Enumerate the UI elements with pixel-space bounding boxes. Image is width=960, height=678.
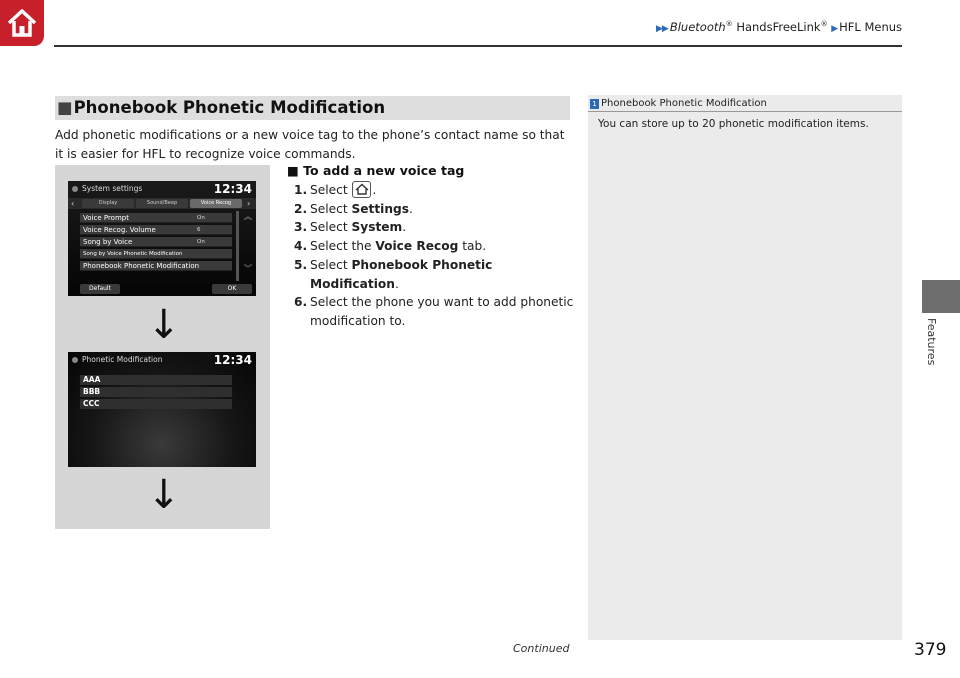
step-2: [294, 200, 574, 219]
step-number: 3.: [294, 220, 308, 235]
step-text: Select: [310, 201, 352, 216]
setting-label: Voice Prompt: [83, 214, 129, 222]
procedure-heading-text: To add a new voice tag: [303, 163, 465, 178]
contact-row: CCC: [80, 399, 232, 409]
step-text: Select the: [310, 239, 376, 254]
breadcrumb-arrow-icon: ▶▶: [656, 24, 668, 34]
step-text: Select the phone you want to add phonetic modification to.: [310, 295, 574, 328]
step-number: 2.: [294, 201, 308, 216]
procedure-steps: [294, 181, 574, 331]
intro-paragraph: Add phonetic modifications or a new voice tag to the phone’s contact name so that it is easier for HFL to recognize voice commands.: [55, 128, 565, 161]
continued-label: Continued: [513, 642, 570, 655]
breadcrumb-arrow-icon: ▶: [831, 24, 838, 34]
screen-clock: 12:34: [213, 182, 252, 196]
section-title: [55, 96, 570, 120]
system-settings-screen: [68, 181, 256, 296]
setting-row: [80, 237, 232, 247]
menu-dot-icon: [72, 357, 78, 363]
step-number: 1.: [294, 183, 308, 197]
note-reference-icon: 1: [590, 99, 599, 109]
tab-sound-beep: Sound/Beep: [136, 199, 188, 208]
chevron-right-icon: ›: [247, 199, 251, 208]
procedure-heading: [287, 163, 464, 178]
step-bold-text: Phonebook Phonetic Modification: [310, 257, 493, 291]
note-title: Phonebook Phonetic Modification: [601, 98, 767, 109]
section-tab-marker: [922, 280, 960, 313]
step-text: .: [394, 276, 399, 291]
step-text: Select: [310, 183, 352, 197]
house-icon: [5, 6, 39, 40]
ok-button: OK: [212, 284, 252, 294]
step-bold-text: Voice Recog: [375, 239, 459, 254]
screen-title: [72, 355, 162, 364]
page-number: 379: [914, 640, 947, 660]
step-5: [294, 256, 574, 293]
default-button: Default: [80, 284, 120, 294]
breadcrumb: [656, 20, 902, 34]
home-logo: [0, 0, 44, 46]
step-text: .: [409, 201, 413, 216]
section-title-text: Phonebook Phonetic Modification: [73, 98, 386, 117]
step-number: 6.: [294, 295, 308, 310]
contact-row: BBB: [80, 387, 232, 397]
header-divider: [54, 45, 902, 47]
breadcrumb-item-menus: HFL Menus: [839, 20, 903, 34]
step-text: .: [372, 183, 377, 197]
screen-title-text: Phonetic Modification: [82, 355, 163, 364]
home-button-icon: [352, 181, 371, 198]
setting-value: On: [197, 239, 205, 245]
setting-label: Song by Voice: [83, 238, 133, 246]
step-number: 5.: [294, 257, 308, 272]
arrow-down-icon: ↓: [147, 472, 181, 518]
step-text: tab.: [458, 239, 487, 254]
screen-clock: 12:34: [213, 353, 252, 367]
square-bullet-icon: ■: [57, 98, 73, 117]
square-bullet-icon: ■: [287, 163, 299, 178]
setting-label: Song by Voice Phonetic Modification: [83, 251, 183, 257]
step-text: Select: [310, 220, 352, 235]
scroll-down-icon: ︾: [244, 264, 252, 273]
setting-row: [80, 225, 232, 235]
step-3: [294, 218, 574, 237]
setting-row: [80, 261, 232, 271]
step-1: [294, 181, 574, 200]
step-6: [294, 293, 574, 330]
setting-label: Voice Recog. Volume: [83, 226, 156, 234]
chevron-left-icon: ‹: [71, 199, 75, 208]
screen-tab-bar: [68, 198, 256, 209]
note-text: You can store up to 20 phonetic modification items.: [598, 118, 869, 130]
registered-mark: ®: [820, 20, 828, 29]
step-bold-text: Settings: [351, 201, 410, 216]
setting-row: [80, 213, 232, 223]
breadcrumb-item-bluetooth: Bluetooth: [669, 20, 726, 34]
setting-row: [80, 249, 232, 259]
contact-row: AAA: [80, 375, 232, 385]
note-header: [588, 95, 902, 112]
step-text: .: [402, 220, 407, 235]
menu-dot-icon: [72, 186, 78, 192]
note-sidebar: [588, 95, 902, 640]
setting-label: Phonebook Phonetic Modification: [83, 262, 200, 270]
step-number: 4.: [294, 239, 308, 254]
step-bold-text: System: [351, 220, 403, 235]
scroll-up-icon: ︽: [244, 212, 252, 221]
screen-scrollbar: [236, 211, 239, 281]
arrow-down-icon: ↓: [147, 302, 181, 348]
step-text: Select: [310, 257, 352, 272]
registered-mark: ®: [725, 20, 733, 29]
screen-title: [72, 184, 142, 193]
setting-value: 6: [197, 227, 201, 233]
setting-value: On: [197, 215, 205, 221]
screenshots-panel: [55, 165, 270, 529]
phonetic-modification-screen: [68, 352, 256, 467]
step-4: [294, 237, 574, 256]
breadcrumb-item-hfl: HandsFreeLink: [732, 20, 821, 34]
section-tab-label: Features: [925, 318, 938, 366]
tab-display: Display: [82, 199, 134, 208]
tab-voice-recog: Voice Recog: [190, 199, 242, 208]
screen-title-text: System settings: [82, 184, 143, 193]
